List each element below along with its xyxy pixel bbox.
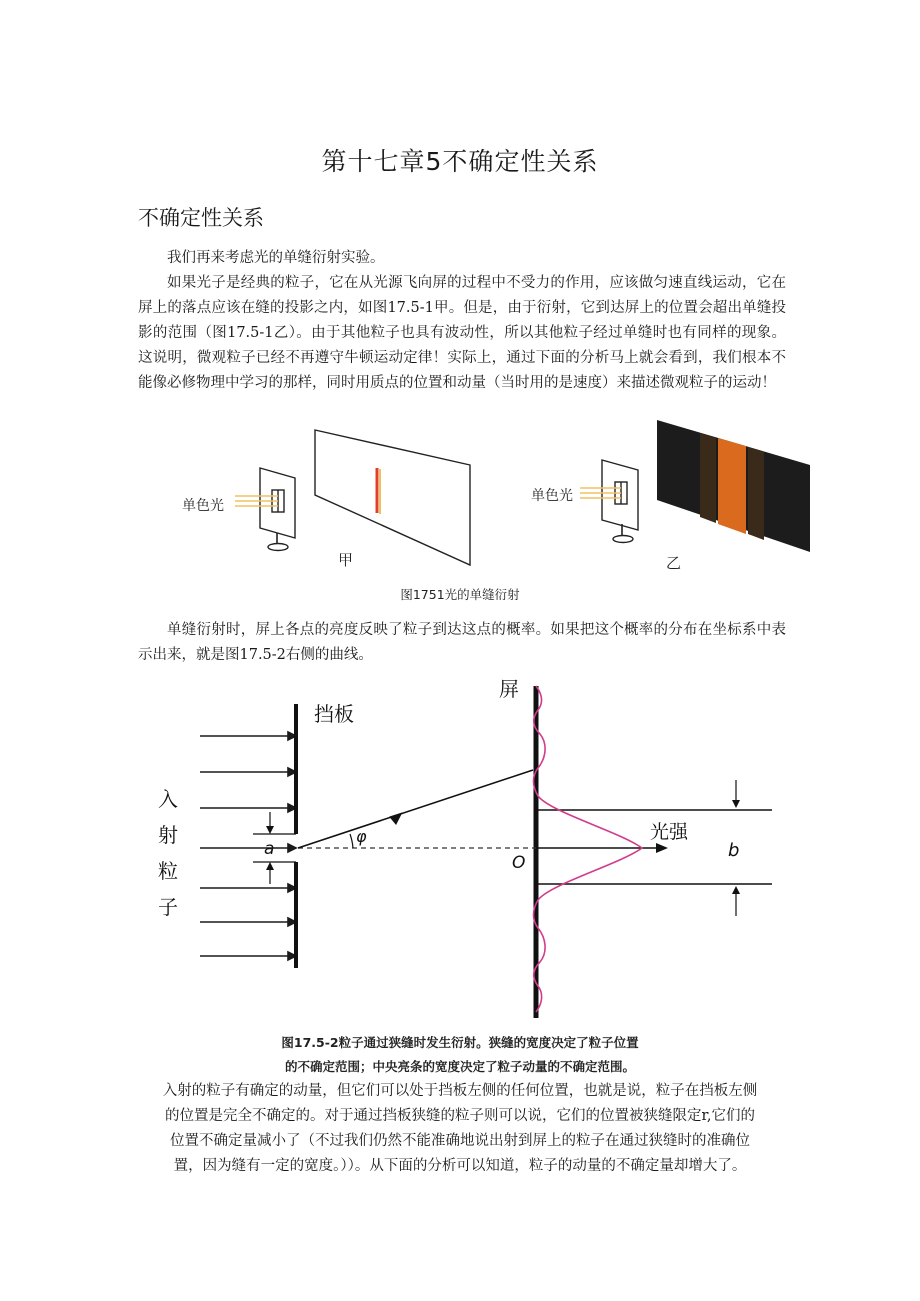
figure2-caption-line1: 图17.5-2粒子通过狭缝时发生衍射。狭缝的宽度决定了粒子位置 (281, 1035, 639, 1050)
paragraph-3: 单缝衍射时，屏上各点的亮度反映了粒子到达这点的概率。如果把这个概率的分布在坐标系中表示出来，就是图17.5-2右侧的曲线。 (138, 622, 786, 663)
incident-label-1: 入 (158, 787, 178, 811)
paragraph-1: 我们再来考虑光的单缝衍射实验。 (167, 250, 385, 266)
barrier (253, 704, 296, 968)
closing-line-2: 的位置是完全不确定的。对于通过挡板狭缝的粒子则可以说，它们的位置被狭缝限定r,它们的 (165, 1108, 755, 1124)
left-apparatus (235, 430, 470, 565)
right-caption: 乙 (666, 554, 682, 572)
figure-single-slit-diffraction (170, 420, 820, 580)
page-title: 第十七章5不确定性关系 (321, 147, 599, 176)
figure2-caption-line2: 的不确定范围；中央亮条的宽度决定了粒子动量的不确定范围。 (284, 1059, 635, 1074)
diffracted-ray (298, 770, 533, 848)
central-width-label: b (728, 840, 740, 861)
origin-label: O (512, 853, 526, 873)
incident-label-3: 粒 (158, 859, 178, 883)
slit-width-label: a (264, 839, 275, 859)
figure-particle-slit-diagram (150, 672, 780, 1022)
incident-label-2: 射 (158, 823, 178, 847)
intensity-curve (534, 686, 643, 1012)
barrier-label: 挡板 (314, 702, 354, 726)
screen-label: 屏 (499, 677, 519, 701)
figure1-caption: 图1751光的单缝衍射 (400, 587, 520, 602)
incident-label-4: 子 (158, 895, 178, 919)
intensity-label: 光强 (650, 821, 689, 843)
closing-line-4: 置，因为缝有一定的宽度。））。从下面的分析可以知道，粒子的动量的不确定量却增大了。 (173, 1158, 747, 1174)
right-apparatus (580, 420, 810, 552)
right-light-label: 单色光 (531, 488, 573, 504)
left-light-label: 单色光 (182, 498, 224, 514)
left-caption: 甲 (338, 551, 354, 569)
angle-label: φ (356, 827, 367, 846)
incident-arrows (200, 732, 296, 960)
closing-line-1: 入射的粒子有确定的动量，但它们可以处于挡板左侧的任何位置，也就是说，粒子在挡板左侧 (162, 1083, 758, 1099)
section-heading: 不确定性关系 (138, 206, 264, 230)
paragraph-2: 如果光子是经典的粒子，它在从光源飞向屏的过程中不受力的作用，应该做匀速直线运动，它在屏上的落点应该在缝的投影之内，如图17.5-1甲。但是，由于衍射，它到达屏上的位置会超出单缝投影的范围（图17.5-1乙）。由于其他粒子也具有波动性，所以其他粒子经过单缝时也有同样的现象。这说明，微观粒子已经不再遵守牛顿运动定律！实际上，通过下面的分析马上就会看到，我们根本不能像必修物理中学习的那样，同时用质点的位置和动量（当时用的是速度）来描述微观粒子的运动！ (138, 275, 786, 391)
closing-line-3: 位置不确定量减小了（不过我们仍然不能准确地说出射到屏上的粒子在通过狭缝时的准确位 (170, 1133, 750, 1149)
